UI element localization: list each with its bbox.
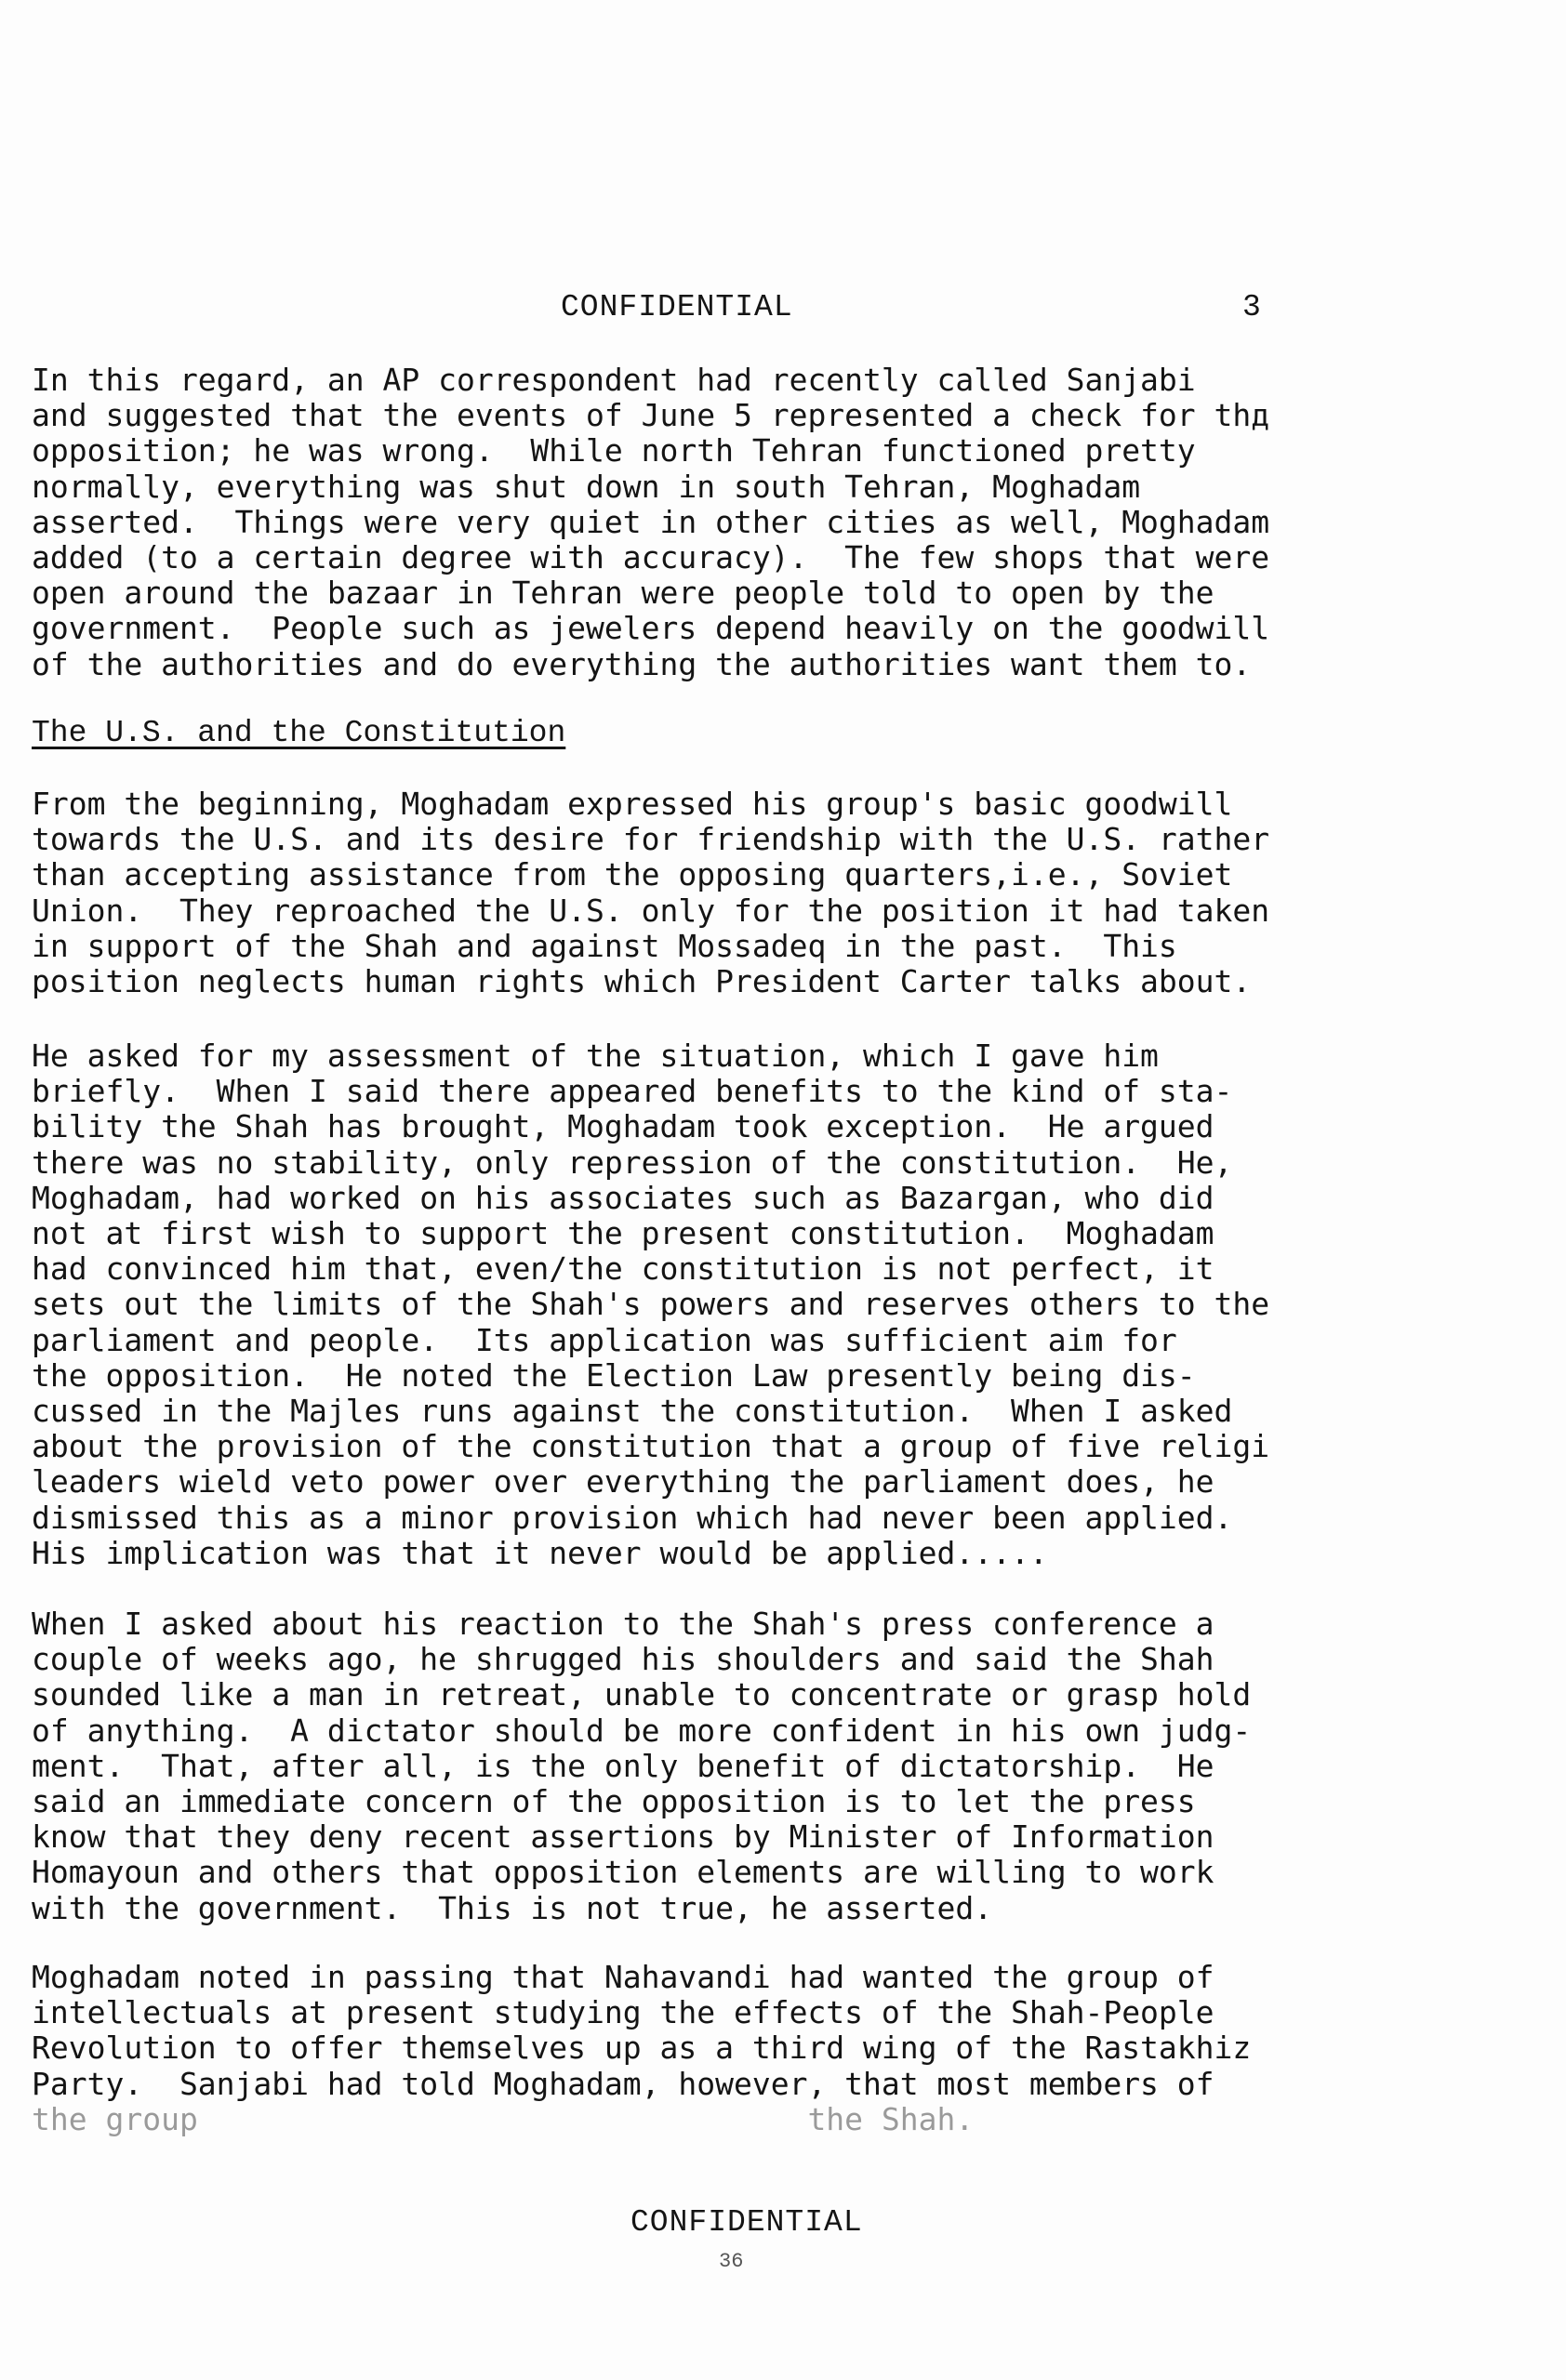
paragraph-nahavandi-rastakhiz xyxy=(32,1960,1557,2137)
paragraph-goodwill-towards-us: From the beginning, Moghadam expressed his group's basic goodwill towards the U.S. and its desire for friendship with the U.S. rather than accepting assistance from the opposing quarters,i.e., Soviet Union. They reproached the U.S. only for the position it had taken in support of the Shah and against Mossadeq in the past. This position neglects human rights which President Carter talks about. xyxy=(32,786,1270,1000)
archive-page-number: 36 xyxy=(719,2250,744,2273)
section-heading: The U.S. and the Constitution xyxy=(32,716,566,750)
page-number: 3 xyxy=(1242,290,1261,324)
footer-classification-marking: CONFIDENTIAL xyxy=(630,2205,863,2240)
paragraph-shah-press-conference: When I asked about his reaction to the Shah's press conference a couple of weeks ago, he shrugged his shoulders and said the Shah sounded like a man in retreat, unable to concentrate or grasp hold of anything. A dictator should be more confident in his own judg- ment. That, after all, is the only benefit of dictatorship. He said an immediate concern of the opposition is to let the press know that they deny recent assertions by Minister of Information Homayoun and others that opposition elements are willing to work with the government. This is not true, he asserted. xyxy=(32,1606,1252,1926)
paragraph-text-visible: Moghadam noted in passing that Nahavandi had wanted the group of intellectuals at present studying the effects of the Shah-People Revolution to offer themselves up as a third wing of the Rastakhiz Party. Sanjabi had told Moghadam, however, that most members of xyxy=(32,1959,1252,2102)
header-classification-marking: CONFIDENTIAL xyxy=(561,290,793,324)
paragraph-ap-correspondent: In this regard, an AP correspondent had recently called Sanjabi and suggested that the events of June 5 represented a check for thд opposition; he was wrong. While north Tehran functioned pretty normally, everything was shut down in south Tehran, Moghadam asserted. Things were very quiet in other cities as well, Moghadam added (to a certain degree with accuracy). The few shops that were open around the bazaar in Tehran were people told to open by the government. People such as jewelers depend heavily on the goodwill of the authorities and do everything the authorities want them to. xyxy=(32,362,1270,682)
paragraph-text-faded: the group the Shah. xyxy=(32,2100,975,2137)
paragraph-assessment-constitution: He asked for my assessment of the situation, which I gave him briefly. When I said there appeared benefits to the kind of sta- bility the Shah has brought, Moghadam took exception. He argued there was no stability, only repression of the constitution. He, Moghadam, had worked on his associates such as Bazargan, who did not at first wish to support the present constitution. Moghadam had convinced him that, even/the constitution is not perfect, it sets out the limits of the Shah's powers and reserves others to the parliament and people. Its application was sufficient aim for the opposition. He noted the Election Law presently being dis- cussed in the Majles runs against the constitution. When I asked about the provision of the constitution that a group of five religi leaders wield veto power over everything the parliament does, he dismissed this as a minor provision which had never been applied. His implication was that it never would be applied..... xyxy=(32,1038,1270,1571)
